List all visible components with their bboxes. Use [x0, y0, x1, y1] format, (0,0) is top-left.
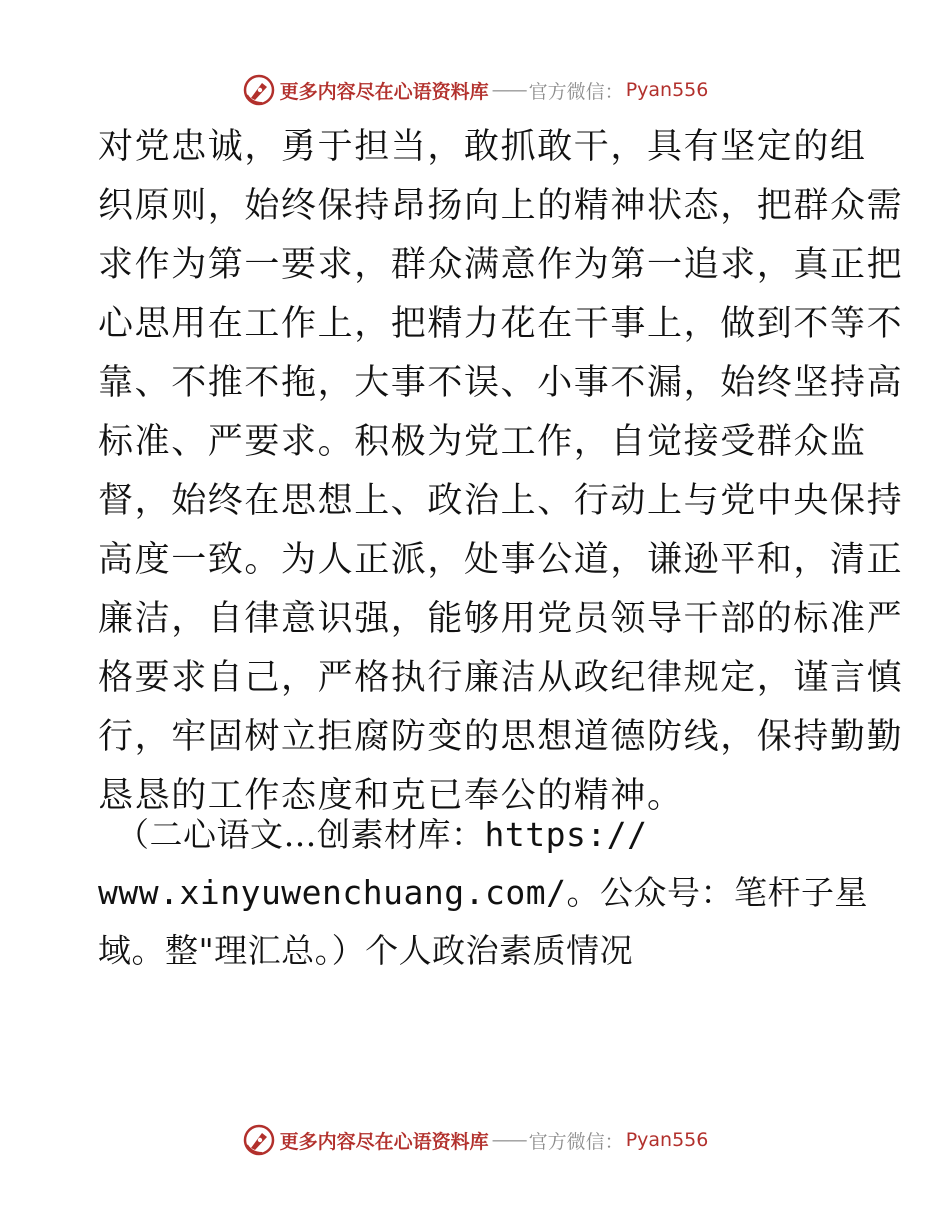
note-account-label: 。公众号：笔杆子星 — [566, 873, 868, 912]
paragraph-line: 恳恳的工作态度和克已奉公的精神。 — [98, 776, 684, 816]
header-watermark-banner — [0, 70, 950, 110]
banner-main-text: 更多内容尽在心语资料库 — [279, 1130, 489, 1153]
paragraph-line: 织原则，始终保持昂扬向上的精神状态，把群众需 — [98, 186, 904, 226]
paragraph-line: 对党忠诚，勇于担当，敢抓敢干，具有坚定的组 — [98, 127, 867, 167]
note-line-2 — [98, 864, 868, 922]
note-line-1 — [98, 806, 858, 864]
banner-main-text: 更多内容尽在心语资料库 — [279, 80, 489, 103]
source-note — [98, 806, 868, 980]
banner-dash: —— — [491, 79, 526, 101]
banner-wechat-label: 官方微信： — [528, 1130, 624, 1153]
note-url-start: https:// — [484, 815, 648, 854]
paragraph-line: 行，牢固树立拒腐防变的思想道德防线，保持勤勤 — [98, 717, 904, 757]
paragraph-line: 靠、不推不拖，大事不误、小事不漏，始终坚持高 — [98, 363, 904, 403]
note-url-domain: www.xinyuwenchuang.com/ — [98, 873, 567, 912]
paragraph-line: 廉洁，自律意识强，能够用党员领导干部的标准严 — [98, 599, 904, 639]
paragraph-line: 督，始终在思想上、政治上、行动上与党中央保持 — [98, 481, 904, 521]
paragraph-line: 标准、严要求。积极为党工作，自觉接受群众监 — [98, 422, 867, 462]
banner-wechat-label: 官方微信： — [528, 80, 624, 103]
footer-watermark-banner — [0, 1120, 950, 1160]
banner-wechat-id: Pyan556 — [625, 79, 709, 101]
main-paragraph — [98, 118, 904, 826]
note-source-label: （二心语文…创素材库： — [116, 815, 485, 854]
paragraph-line: 求作为第一要求，群众满意作为第一追求，真正把 — [98, 245, 904, 285]
pen-nib-logo-icon — [242, 73, 276, 107]
paragraph-line: 格要求自己，严格执行廉洁从政纪律规定，谨言慎 — [98, 658, 904, 698]
banner-wechat-id: Pyan556 — [625, 1129, 709, 1151]
paragraph-line: 高度一致。为人正派，处事公道，谦逊平和，清正 — [98, 540, 904, 580]
banner-dash: —— — [491, 1129, 526, 1151]
note-line-3: 域。整"理汇总。）个人政治素质情况 — [98, 931, 634, 970]
paragraph-line: 心思用在工作上，把精力花在干事上，做到不等不 — [98, 304, 904, 344]
pen-nib-logo-icon — [242, 1123, 276, 1157]
